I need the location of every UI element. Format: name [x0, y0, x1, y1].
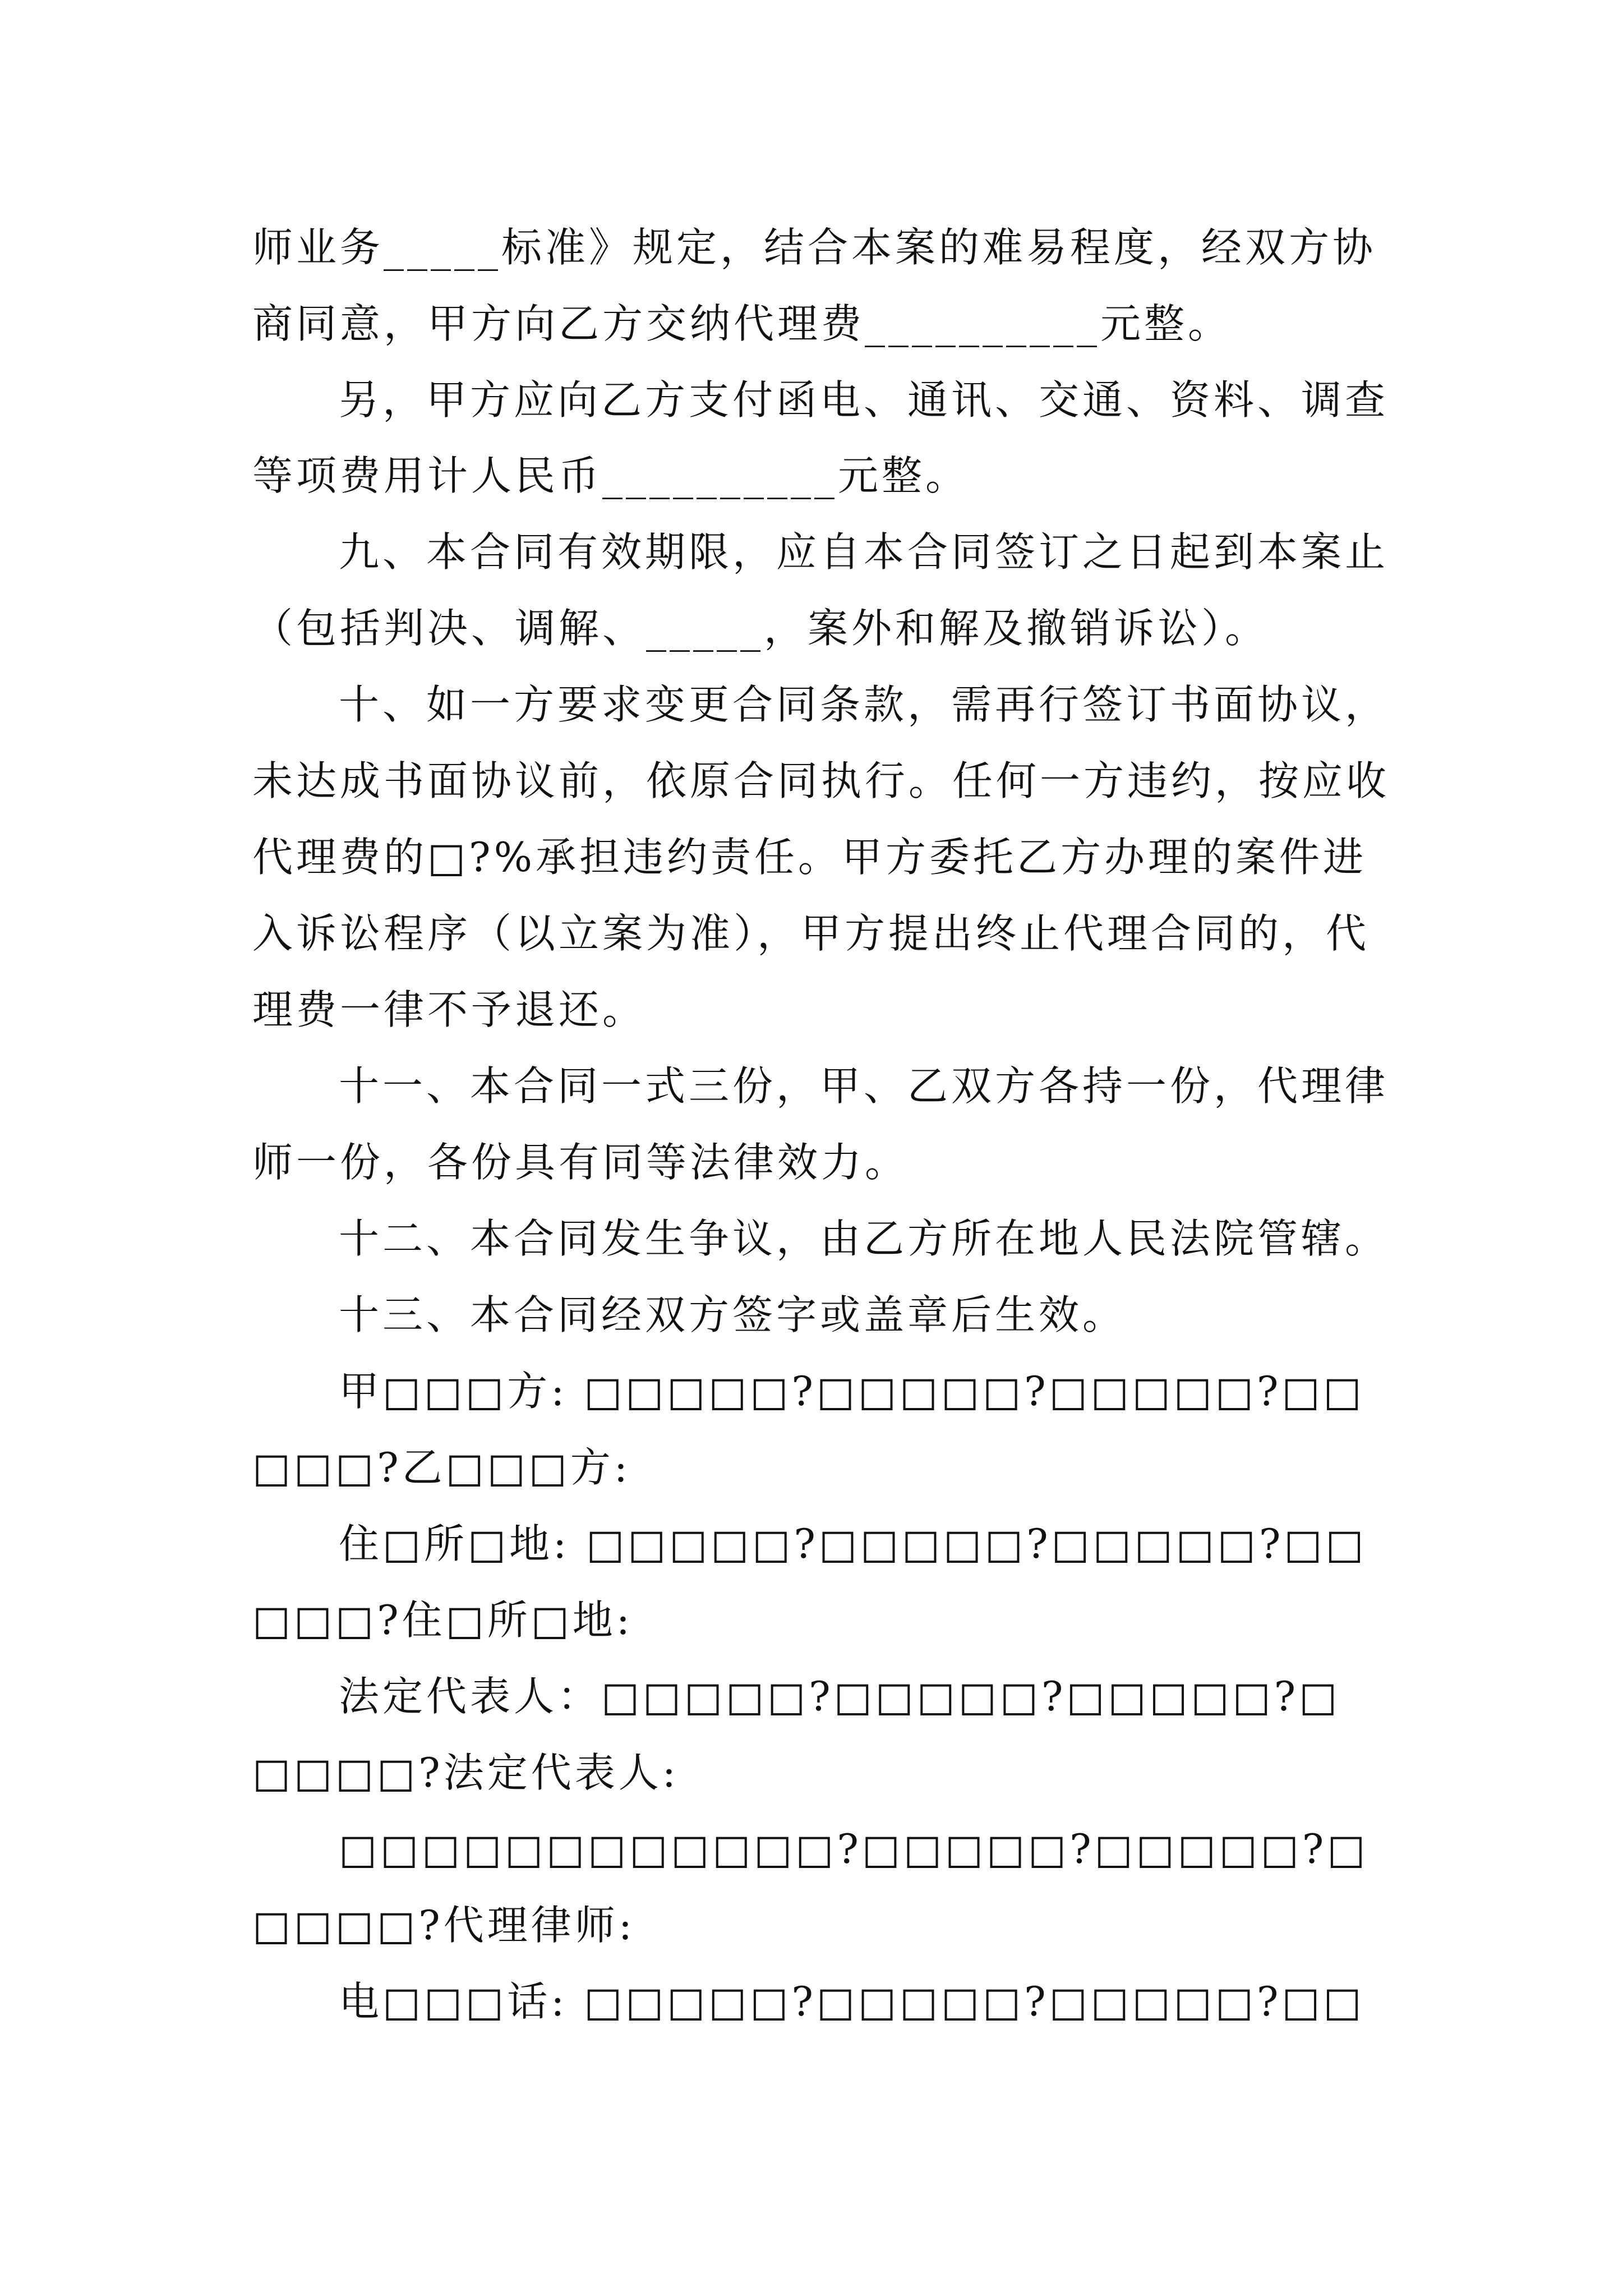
text-line-22: □□□□□□□□□□□□?□□□□□?□□□□□?□: [339, 1825, 1369, 1872]
text-line-17: □□□?乙□□□方:: [252, 1444, 631, 1491]
text-line-8: 未达成书面协议前，依原合同执行。任何一方违约，按应收: [252, 757, 1390, 804]
text-line-12: 十一、本合同一式三份，甲、乙双方各持一份，代理律: [339, 1062, 1389, 1110]
text-line-10: 入诉讼程序（以立案为准），甲方提出终止代理合同的，代: [252, 910, 1370, 957]
text-line-19: □□□?住□所□地:: [252, 1596, 633, 1644]
text-line-3: 另，甲方应向乙方支付函电、通讯、交通、资料、调查: [339, 376, 1389, 424]
text-line-11: 理费一律不予退还。: [252, 986, 647, 1033]
text-line-5: 九、本合同有效期限，应自本合同签订之日起到本案止: [339, 528, 1389, 576]
text-line-6: （包括判决、调解、_____，案外和解及撤销诉讼）。: [252, 605, 1269, 652]
text-line-4: 等项费用计人民币__________元整。: [252, 452, 970, 499]
text-line-16: 甲□□□方: □□□□□?□□□□□?□□□□□?□□: [339, 1368, 1365, 1415]
text-line-15: 十三、本合同经双方签字或盖章后生效。: [339, 1291, 1127, 1338]
text-line-9: 代理费的□?%承担违约责任。甲方委托乙方办理的案件进: [252, 834, 1367, 881]
text-line-13: 师一份，各份具有同等法律效力。: [252, 1139, 909, 1186]
text-line-23: □□□□?代理律师:: [252, 1902, 635, 1949]
text-line-18: 住□所□地: □□□□□?□□□□□?□□□□□?□□: [339, 1520, 1367, 1567]
text-line-20: 法定代表人：□□□□□?□□□□□?□□□□□?□: [339, 1673, 1341, 1720]
text-line-21: □□□□?法定代表人:: [252, 1749, 679, 1796]
text-line-7: 十、如一方要求变更合同条款，需再行签订书面协议，: [339, 681, 1389, 728]
text-line-2: 商同意，甲方向乙方交纳代理费__________元整。: [252, 300, 1232, 347]
text-line-1: 师业务_____标准》规定，结合本案的难易程度，经双方协: [252, 224, 1377, 271]
text-line-14: 十二、本合同发生争议，由乙方所在地人民法院管辖。: [339, 1215, 1389, 1262]
text-line-24: 电□□□话: □□□□□?□□□□□?□□□□□?□□: [339, 1978, 1365, 2025]
